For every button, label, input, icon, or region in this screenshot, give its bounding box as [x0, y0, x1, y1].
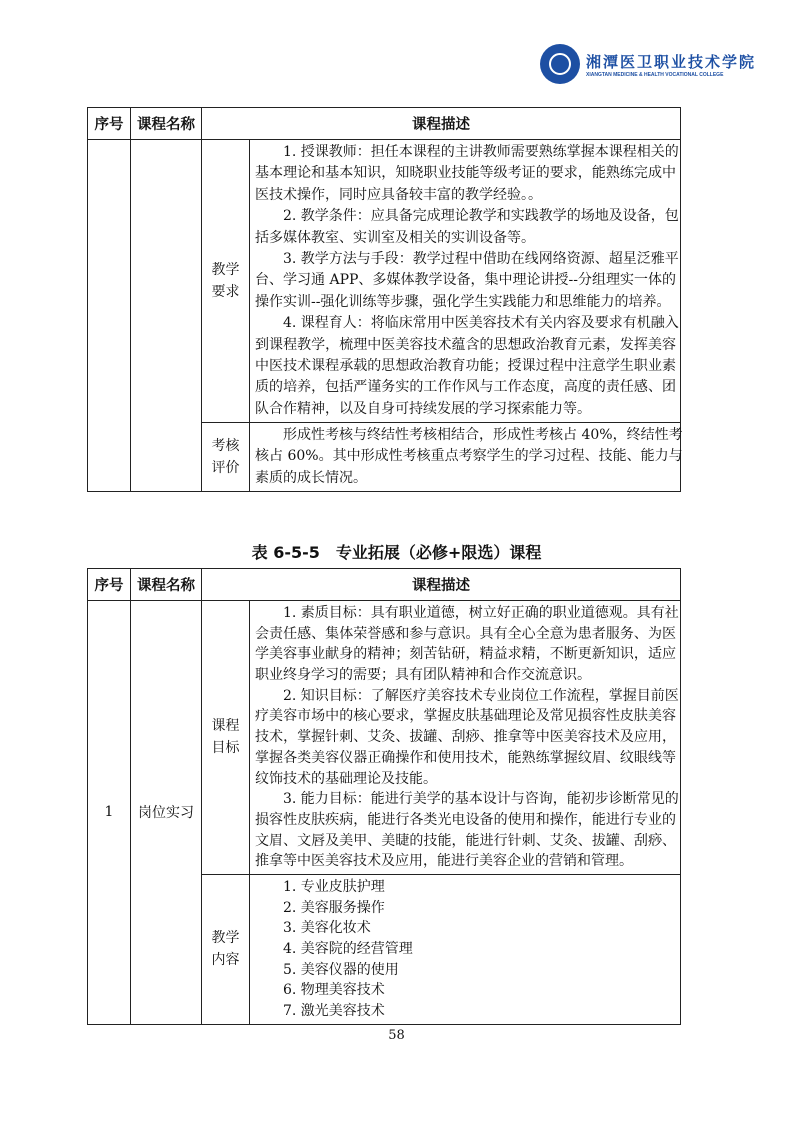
paragraph-line: 质的培养，包括严谨务实的工作作风与工作态度，高度的责任感、团 — [255, 379, 676, 396]
section-desc — [250, 874, 681, 1024]
header-no: 序号 — [88, 108, 131, 140]
paragraph-line: 纹饰技术的基础理论及技能。 — [255, 770, 437, 787]
paragraph-line: 基本理论和基本知识，知晓职业技能等级考证的要求，能熟练完成中 — [255, 165, 676, 182]
paragraph — [255, 313, 679, 420]
list-item: 2. 美容服务操作 — [283, 899, 385, 916]
table-header-row — [88, 569, 681, 601]
table-row — [88, 140, 681, 423]
table-header-row — [88, 108, 681, 140]
header-name: 课程名称 — [131, 108, 202, 140]
section-desc — [250, 140, 681, 423]
section-label: 教学要求 — [211, 262, 240, 301]
section-desc — [250, 601, 681, 875]
cell-no — [88, 140, 131, 492]
section-label-cell — [202, 140, 250, 423]
logo-chinese-name: 湘潭医卫职业技术学院 — [586, 52, 757, 71]
paragraph-line: 文眉、文唇及美甲、美睫的技能，能进行针刺、艾灸、拔罐、刮痧、 — [255, 832, 676, 849]
paragraph — [255, 425, 683, 489]
logo-english-name: XIANGTAN MEDICINE & HEALTH VOCATIONAL COLLEGE — [586, 71, 724, 78]
section-label: 教学内容 — [211, 930, 240, 969]
paragraph-line: 学美容事业献身的精神；刻苦钻研，精益求精，不断更新知识，适应 — [255, 646, 676, 663]
header-name: 课程名称 — [131, 569, 202, 601]
section-desc — [250, 423, 681, 492]
paragraph-line: 2. 教学条件：应具备完成理论教学和实践教学的场地及设备，包 — [283, 208, 679, 225]
paragraph-line: 疗美容市场中的核心要求，掌握皮肤基础理论及常见损容性皮肤美容 — [255, 708, 676, 725]
paragraph-line: 会责任感、集体荣誉感和参与意识。具有全心全意为患者服务、为医 — [255, 625, 676, 642]
paragraph — [255, 249, 679, 313]
college-seal-icon — [540, 44, 580, 84]
list-item: 5. 美容仪器的使用 — [283, 961, 399, 978]
course-table-continued — [87, 107, 681, 492]
paragraph — [255, 603, 679, 686]
course-table-6-5-5 — [87, 568, 681, 1025]
header-desc: 课程描述 — [202, 108, 681, 140]
list-item: 1. 专业皮肤护理 — [283, 878, 385, 895]
paragraph-line: 台、学习通 APP、多媒体教学设备，集中理论讲授--分组理实一体的 — [255, 272, 676, 289]
paragraph — [255, 686, 679, 789]
paragraph-line: 4. 课程育人：将临床常用中医美容技术有关内容及要求有机融入 — [283, 315, 679, 332]
paragraph-line: 3. 教学方法与手段：教学过程中借助在线网络资源、超星泛雅平 — [283, 250, 679, 267]
paragraph-line: 1. 授课教师：担任本课程的主讲教师需要熟练掌握本课程相关的 — [283, 144, 679, 160]
section-label-cell — [202, 874, 250, 1024]
cell-name: 岗位实习 — [131, 601, 202, 1025]
list-item: 7. 激光美容技术 — [283, 1003, 385, 1020]
table-row — [88, 601, 681, 875]
paragraph-line: 操作实训--强化训练等步骤，强化学生实践能力和思维能力的培养。 — [255, 293, 671, 310]
paragraph-line: 2. 知识目标：了解医疗美容技术专业岗位工作流程，掌握目前医 — [283, 687, 679, 704]
paragraph-line: 推拿等中医美容技术及应用，能进行美容企业的营销和管理。 — [255, 853, 633, 870]
paragraph-line: 3. 能力目标：能进行美学的基本设计与咨询，能初步诊断常见的 — [283, 791, 679, 808]
paragraph-line: 技术，掌握针刺、艾灸、拔罐、刮痧、推拿等中医美容技术及应用， — [255, 729, 676, 746]
paragraph-line: 损容性皮肤疾病，能进行各类光电设备的使用和操作，能进行专业的 — [255, 811, 676, 828]
header-no: 序号 — [88, 569, 131, 601]
paragraph-line: 1. 素质目标：具有职业道德，树立好正确的职业道德观。具有社 — [283, 605, 679, 621]
section-label: 考核评价 — [211, 438, 240, 477]
table-caption: 表 6-5-5 专业拓展（必修+限选）课程 — [251, 543, 542, 562]
list-item: 6. 物理美容技术 — [283, 982, 385, 999]
paragraph — [255, 142, 679, 206]
cell-name — [131, 140, 202, 492]
paragraph-line: 掌握各类美容仪器正确操作和使用技术，能熟练掌握纹眉、纹眼线等 — [255, 749, 676, 766]
list-item: 4. 美容院的经营管理 — [283, 941, 413, 957]
page-number: 58 — [388, 1028, 405, 1043]
paragraph-line: 医技术操作，同时应具备较丰富的教学经验。。 — [255, 186, 542, 203]
paragraph — [255, 789, 679, 872]
paragraph-line: 素质的成长情况。 — [255, 469, 367, 486]
college-logo — [540, 44, 756, 84]
paragraph-line: 核占 60%。其中形成性考核重点考察学生的学习过程、技能、能力与 — [255, 448, 683, 465]
cell-no: 1 — [88, 601, 131, 1025]
paragraph-line: 中医技术课程承载的思想政治教育功能；授课过程中注意学生职业素 — [255, 357, 676, 374]
paragraph-line: 到课程教学，梳理中医美容技术蕴含的思想政治教育元素，发挥美容 — [255, 336, 676, 353]
header-desc: 课程描述 — [202, 569, 681, 601]
section-label-cell — [202, 601, 250, 875]
paragraph-line: 形成性考核与终结性考核相结合，形成性考核占 40%，终结性考 — [283, 427, 683, 444]
paragraph — [255, 206, 679, 249]
section-label-cell — [202, 423, 250, 492]
list-item: 3. 美容化妆术 — [283, 920, 371, 937]
paragraph-line: 队合作精神，以及自身可持续发展的学习探索能力等。 — [255, 400, 591, 417]
section-label: 课程目标 — [211, 718, 240, 757]
paragraph-line: 职业终身学习的需要；具有团队精神和合作交流意识。 — [255, 667, 591, 684]
paragraph-line: 括多媒体教室、实训室及相关的实训设备等。 — [255, 229, 535, 246]
